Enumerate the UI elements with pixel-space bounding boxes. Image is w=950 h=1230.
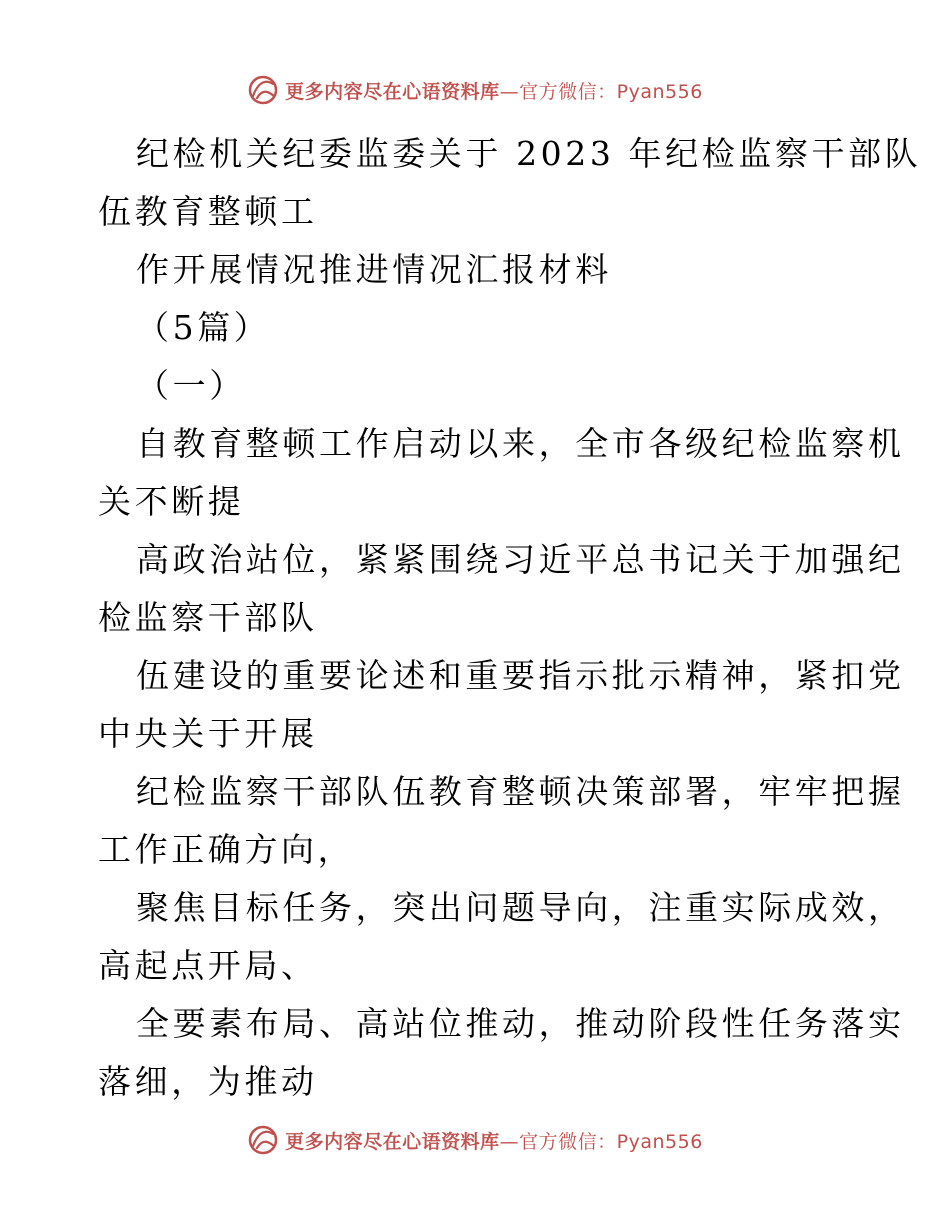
watermark-sub: 官方微信：Pyan556 xyxy=(519,80,703,103)
title-line-3: 作开展情况推进情况汇报材料 xyxy=(136,250,612,289)
title-line-2: 伍教育整顿工 xyxy=(98,192,318,231)
body-line: 伍建设的重要论述和重要指示批示精神，紧扣党 xyxy=(136,656,905,695)
body-line: 落细，为推动 xyxy=(98,1062,318,1101)
watermark-dash: — xyxy=(499,1130,520,1153)
signature-logo-icon xyxy=(247,1124,279,1156)
document-body xyxy=(98,125,922,1111)
watermark-main: 更多内容尽在心语资料库 xyxy=(285,1130,500,1153)
watermark-dash: — xyxy=(499,80,520,103)
body-line: 关不断提 xyxy=(98,482,245,521)
footer-watermark xyxy=(0,1122,950,1158)
watermark-text xyxy=(285,1127,703,1154)
body-line: 检监察干部队 xyxy=(98,598,318,637)
body-line: 高政治站位，紧紧围绕习近平总书记关于加强纪 xyxy=(136,540,905,579)
body-line: 工作正确方向， xyxy=(98,830,355,869)
body-line: 高起点开局、 xyxy=(98,946,318,985)
section-number: （一） xyxy=(136,366,246,405)
body-line: 中央关于开展 xyxy=(98,714,318,753)
signature-logo-icon xyxy=(247,74,279,106)
watermark-main: 更多内容尽在心语资料库 xyxy=(285,80,500,103)
body-line: 全要素布局、高站位推动，推动阶段性任务落实 xyxy=(136,1004,905,1043)
body-line: 自教育整顿工作启动以来，全市各级纪检监察机 xyxy=(136,424,905,463)
body-line: 聚焦目标任务，突出问题导向，注重实际成效， xyxy=(136,888,905,927)
watermark-sub: 官方微信：Pyan556 xyxy=(519,1130,703,1153)
header-watermark xyxy=(0,72,950,108)
watermark-text xyxy=(285,77,703,104)
title-line-1: 纪检机关纪委监委关于 2023 年纪检监察干部队 xyxy=(136,134,922,173)
title-count: （5篇） xyxy=(136,308,271,347)
body-line: 纪检监察干部队伍教育整顿决策部署，牢牢把握 xyxy=(136,772,905,811)
